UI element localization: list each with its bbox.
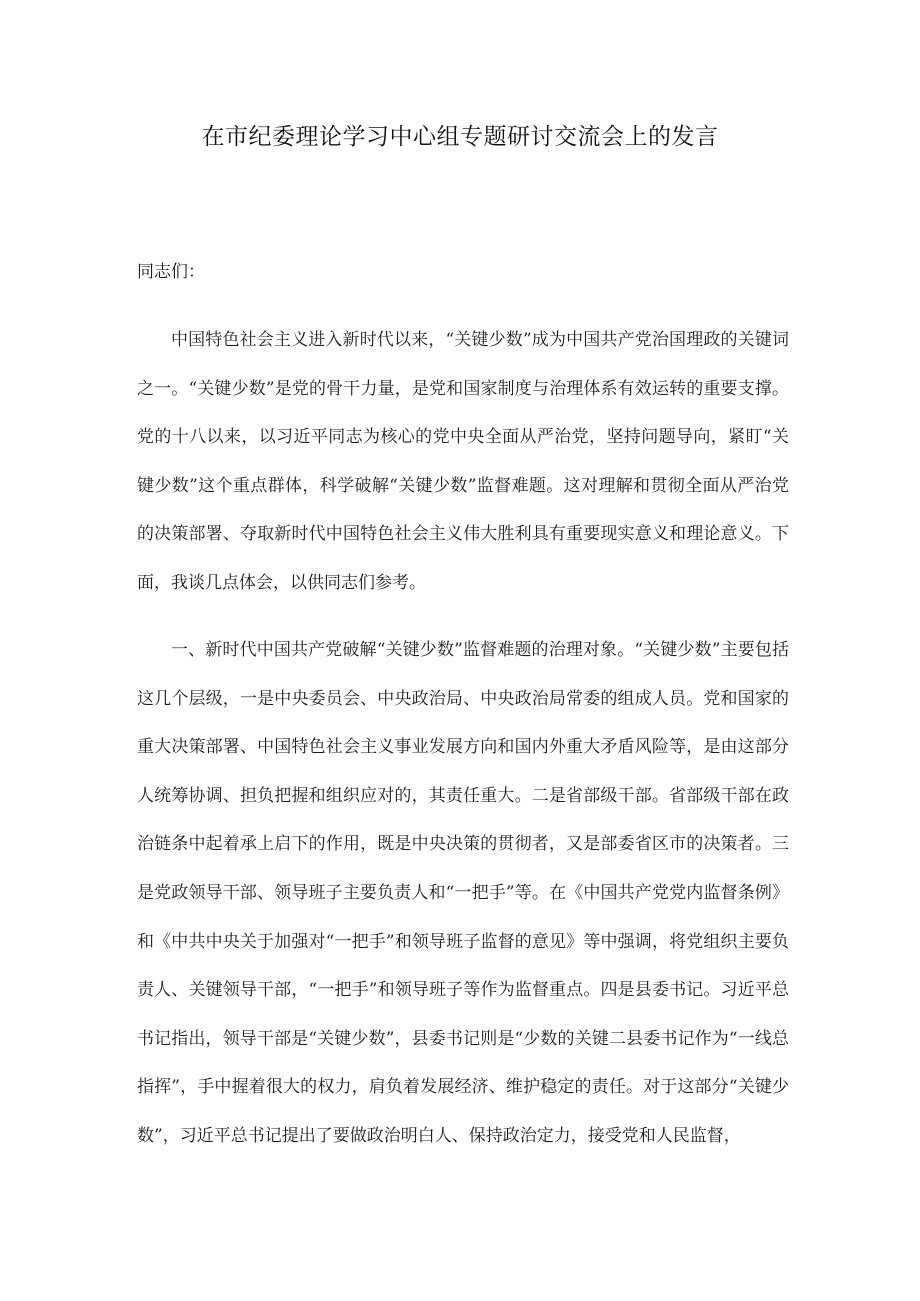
document-title: 在市纪委理论学习中心组专题研讨交流会上的发言: [201, 124, 719, 150]
paragraph-intro: 中国特色社会主义进入新时代以来，“关键少数”成为中国共产党治国理政的关键词之一。“关键少数”是党的骨干力量，是党和国家制度与治理体系有效运转的重要支撑。党的十八以来，以习近平同志为核心的党中央全面从严治党，坚持问题导向，紧盯“关键少数”这个重点群体，科学破解“关键少数”监督难题。这对理解和贯彻全面从严治党的决策部署、夺取新时代中国特色社会主义伟大胜利具有重要现实意义和理论意义。下面，我谈几点体会，以供同志们参考。: [137, 330, 789, 593]
paragraph-section-one: 一、新时代中国共产党破解“关键少数”监督难题的治理对象。“关键少数”主要包括这几个层级，一是中央委员会、中央政治局、中央政治局常委的组成人员。党和国家的重大决策部署、中国特色社会主义事业发展方向和国内外重大矛盾风险等，是由这部分人统筹协调、担负把握和组织应对的，其责任重大。二是省部级干部。省部级干部在政治链条中起着承上启下的作用，既是中央决策的贯彻者，又是部委省区市的决策者。三是党政领导干部、领导班子主要负责人和“一把手”等。在《中国共产党党内监督条例》和《中共中央关于加强对“一把手”和领导班子监督的意见》等中强调，将党组织主要负责人、关键领导干部，“一把手”和领导班子等作为监督重点。四是县委书记。习近平总书记指出，领导干部是“关键少数”，县委书记则是“少数的关键二县委书记作为“一线总指挥”，手中握着很大的权力，肩负着发展经济、维护稳定的责任。对于这部分“关键少数”，习近平总书记提出了要做政治明白人、保持政治定力，接受党和人民监督，: [137, 640, 789, 1146]
salutation: 同志们：: [137, 262, 205, 282]
